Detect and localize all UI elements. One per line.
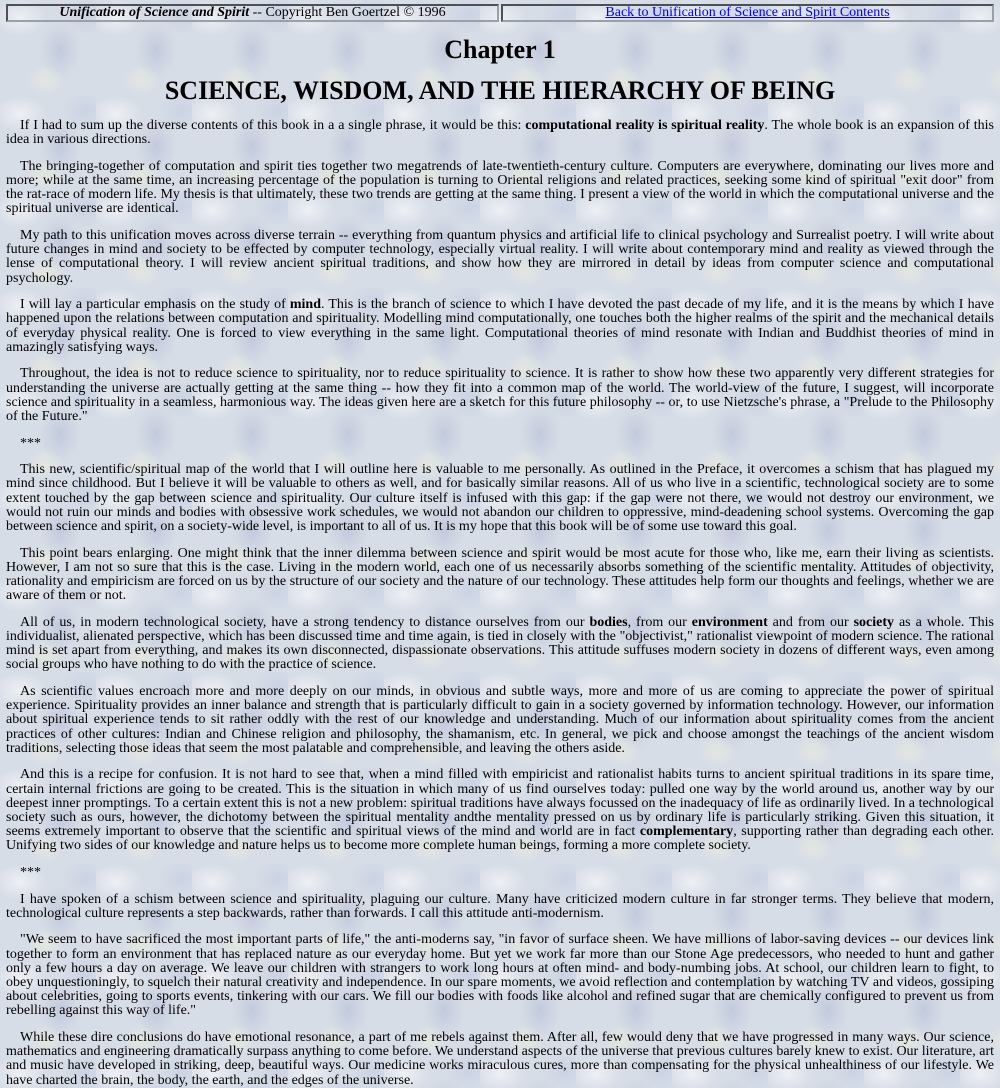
paragraph-text: And this is a recipe for confusion. It is not hard to see that, when a mind filled with empiricist and rationalist habits turns to ancient spiritual traditions in its spare time, certain internal frictions are going to be created. This is the situation in which many of us find ourselves today: pulled one way by the world around us, another way by our deepest inner promptings. To a certain extent this is not a new problem: spiritual traditions have always focussed on the inadequacy of life as ordinarily lived. In a technological society such as ours, however, the dichotomy between the spiritual mentality andthe mentality pressed on us by ordinary life is particularly striking. Given this situation, it seems extremely important to observe that the scientific and spiritual views of the mind and world are in fact (6, 767, 994, 840)
paragraph-text: "We seem to have sacrificed the most important parts of life," the anti-moderns say, "in favor of surface sheen. We have millions of labor-saving devices -- our devices link together to form an environment that has replaced nature as our everyday home. But yet we work far more than our Stone Age predecessors, who needed to hunt and gather only a few hours a day on average. We leave our children with strangers to work long hours at often mind- and body-numbing jobs. At school, our children learn to fight, to obey unquestioningly, to squelch their natural creativity and independence. In our spare moments, we avoid reflection and contemplation by watching TV and videos, gossiping about celebrities, going to sports events, tinkering with our cars. We fill our bodies with foods like alcohol and refined sugar that are chemically configured to prevent us from rebelling against this way of life." (6, 932, 994, 1019)
back-to-contents-link[interactable]: Back to Unification of Science and Spirit Contents (605, 5, 890, 20)
paragraph-text: If I had to sum up the diverse contents of this book in a a single phrase, it would be this: (20, 118, 526, 133)
paragraph (6, 616, 994, 673)
paragraph-text: While these dire conclusions do have emotional resonance, a part of me rebels against them. After all, few would deny that we have progressed in many ways. Our science, mathematics and engineering dramatically surpass anything to come before. We understand aspects of the universe that previous cultures barely knew to exist. Our literature, art and music have developed in striking, deep, beautiful ways. Our medicine works miraculous cures, more than compensating for the physical unhealthiness of our lifestyle. We have charted the brain, the body, the earth, and the edges of the universe. (6, 1030, 995, 1088)
emphasis-text: mind (289, 297, 321, 313)
body-text (6, 119, 994, 1088)
paragraph (6, 893, 994, 921)
emphasis-text: complementary (639, 824, 734, 840)
paragraph-text: . The whole book is an expansion of this idea in various directions. (6, 118, 994, 148)
paragraph (6, 298, 994, 355)
chapter-label: Chapter 1 (444, 35, 556, 64)
back-link-cell (501, 4, 994, 22)
paragraph (6, 367, 994, 424)
copyright-text: -- Copyright Ben Goertzel © 1996 (249, 5, 446, 20)
emphasis-text: bodies (589, 614, 628, 630)
paragraph-text: *** (20, 865, 41, 881)
paragraph (6, 685, 994, 756)
paragraph (6, 1031, 994, 1088)
paragraph (6, 160, 994, 217)
paragraph-text: I have spoken of a schism between science and spirituality, plaguing our culture. Many have criticized modern culture in far stronger terms. They believe that modern, technological culture represents a step backwards, rather than forwards. I call this attitude anti-modernism. (6, 891, 994, 921)
paragraph-text: and from our (767, 614, 854, 630)
paragraph-text: As scientific values encroach more and more deeply on our minds, in obvious and subtle ways, more and more of us are coming to appreciate the power of spiritual experience. Spirituality provides an inner balance and strength that is particularly difficult to gain in a society governed by information technology. However, our information about spiritual experience tends to sit rather oddly with the rest of our knowledge and understanding. Much of our information about spirituality comes from the ancient practices of other cultures: Indian and Chinese religion and philosophy, the shamanism, etc. In general, we pick and choose amongst the teachings of the ancient wisdom traditions, selecting those ideas that seem the most palatable and comprehensible, and leaving the others aside. (6, 684, 994, 756)
paragraph-text: This point bears enlarging. One might think that the inner dilemma between science and spirit would be most acute for those who, like me, earn their living as scientists. However, I am not so sure that this is the case. Living in the modern world, each one of us necessarily absorbs something of the scientific mentality. Attitudes of objectivity, rationality and empiricism are forced on us by the structure of our society and the nature of our technology. These attitudes help form our thoughts and feelings, whether we are aware of them or not. (6, 545, 994, 604)
section-separator (6, 437, 994, 451)
paragraph (6, 933, 994, 1018)
paragraph (6, 547, 994, 604)
paragraph (6, 768, 994, 853)
paragraph-text: *** (20, 435, 41, 451)
paragraph-text: as a whole. This individualist, alienated perspective, which has been discussed time and time again, is tied in closely with the "objectivist," rationalist viewpoint of modern science. The rational mind is set apart from everything, and makes its own disconnected, dispassionate observations. This attitude suffuses modern society in dozens of different ways, even among social groups who have nothing to do with the practice of science. (6, 614, 994, 673)
emphasis-text: society (853, 614, 895, 630)
paragraph (6, 229, 994, 286)
paragraph-text: This new, scientific/spiritual map of the world that I will outline here is valuable to me personally. As outlined in the Preface, it overcomes a schism that has plagued my mind since childhood. But I believe it will be valuable to others as well, and for basically similar reasons. All of us who live in a scientific, technological society are to some extent touched by the gap between science and spirituality. Our culture itself is infused with this gap: if the gap were not there, we would not destroy our environment, we would not ruin our minds and bodies with obsessive work schedules, we would not abandon our children to oppressive, mind-deadening school systems. Overcoming the gap between science and spirit, on a society-wide level, is important to all of us. It is my hope that this book will be of some use toward this goal. (6, 462, 994, 535)
paragraph-text: The bringing-together of computation and spirit ties together two megatrends of late-twentieth-century culture. Computers are everywhere, dominating our lives more and more; while at the same time, an increasing percentage of the population is turning to Oriental religions and related practices, seeking some kind of spiritual "exit door" from the rat-race of modern life. My thesis is that ultimately, these two trends are getting at the same thing. I present a view of the world in which the computational universe and the spiritual universe are identical. (6, 158, 994, 217)
chapter-title: SCIENCE, WISDOM, AND THE HIERARCHY OF BEING (164, 76, 836, 105)
paragraph-text: , supporting rather than degrading each other. Unifying two sides of our knowledge and nature helps us to become more complete human beings, forming a more complete society. (6, 824, 994, 854)
paragraph-text: , from our (627, 614, 692, 630)
emphasis-text: computational reality is spiritual reality (525, 118, 765, 133)
paragraph-text: . This is the branch of science to which I have devoted the past decade of my life, and it is the means by which I have happened upon the relations between computation and spirituality. Modelling mind computationally, one touches both the higher realms of the spirit and the mechanical details of everyday physical reality. One is forced to view everything in the same light. Computational theories of mind resonate with Indian and Buddhist theories of mind in amazingly satisfying ways. (6, 297, 994, 355)
paragraph-text: All of us, in modern technological society, have a strong tendency to distance ourselves from our (20, 614, 590, 630)
book-title: Unification of Science and Spirit (59, 5, 250, 20)
paragraph (6, 119, 994, 147)
paragraph-text: My path to this unification moves across diverse terrain -- everything from quantum physics and artificial life to clinical psychology and Surrealist poetry. I will write about future changes in mind and society to be effected by computer technology, especially virtual reality. I will write about contemporary mind and reality as viewed through the lense of computational theory. I will review ancient spiritual traditions, and show how they are mirrored in detail by ideas from computer science and computational psychology. (6, 228, 994, 286)
section-separator (6, 866, 994, 880)
paragraph-text: Throughout, the idea is not to reduce science to spirituality, nor to reduce spirituality to science. It is rather to show how these two apparently very different strategies for understanding the universe are actually getting at the same thing -- how they fit into a common map of the world. The world-view of the future, I suggest, will incorporate science and spirituality in a seamless, harmonious way. The ideas given here are a sketch for this future philosophy -- or, to use Nietzsche's phrase, a "Prelude to the Philosophy of the Future." (6, 366, 994, 425)
paragraph-text: I will lay a particular emphasis on the study of (20, 297, 290, 313)
paragraph (6, 463, 994, 534)
header-bar (6, 4, 994, 22)
chapter-content (6, 33, 994, 1088)
emphasis-text: environment (691, 614, 768, 630)
copyright-cell (6, 4, 499, 22)
